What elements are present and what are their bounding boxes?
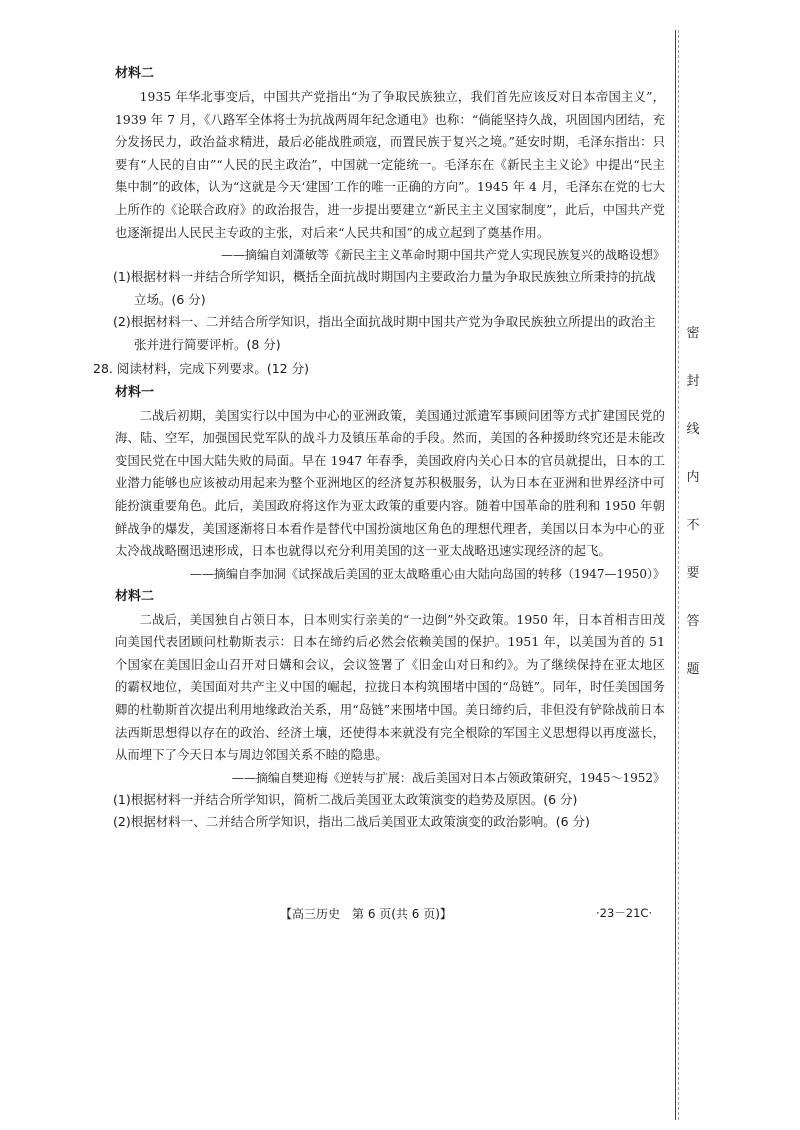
question-28-2: (2)根据材料一、二并结合所学知识，指出二战后美国亚太政策演变的政治影响。(6 分) <box>113 814 590 830</box>
q28-material-1-source: ——摘编自李加洞《试探战后美国的亚太战略重心由大陆向岛国的转移（1947—1950）》 <box>189 566 665 581</box>
seal-char: 答 <box>686 614 700 629</box>
q28-material-2-source: ——摘编自樊迎梅《逆转与扩展：战后美国对日本占领政策研究，1945～1952》 <box>231 770 665 785</box>
material-2-heading: 材料二 <box>115 66 155 81</box>
q28-material-1-heading: 材料一 <box>115 384 155 400</box>
binding-line <box>675 30 676 1120</box>
material-2-source: ——摘编自刘潇敏等《新民主主义革命时期中国共产党人实现民族复兴的战略设想》 <box>220 248 665 263</box>
q28-material-2-paragraph: 二战后，美国独自占领日本，日本则实行亲美的“一边倒”外交政策。1950 年，日本首相吉田茂向美国代表团顾问杜勒斯表示：日本在缔约后必然会依赖美国的保护。1951 年，以美国为首的 51 个国家在美国旧金山召开对日媾和会议，会议签署了《旧金山对日和约》。为了继续保持在亚太地区的霸权地位，美国面对共产主义中国的崛起，拉拢日本构筑围堵中国的“岛链”。同年，时任美国国务卿的杜勒斯首次提出利用地缘政治关系，用“岛链”来围堵中国。美日缔约后，非但没有铲除战前日本法西斯思想得以存在的政治、经济土壤，还使得本来就没有完全根除的军国主义思想得以再度滋长，从而埋下了今天日本与周边邻国关系不睦的隐患。 <box>115 612 665 763</box>
question-28-title: 28. 阅读材料，完成下列要求。(12 分) <box>93 360 309 376</box>
question-27-1: (1)根据材料一并结合所学知识，概括全面抗战时期国内主要政治力量为争取民族独立所秉持的抗战立场。(6 分) <box>113 269 656 307</box>
seal-notice <box>683 322 703 706</box>
page-footer: 【高三历史 第 6 页(共 6 页)】 <box>280 907 452 921</box>
seal-char: 封 <box>686 374 700 389</box>
page-content <box>93 62 665 834</box>
binding-dashed-line <box>678 30 679 1120</box>
seal-char: 内 <box>686 470 700 485</box>
seal-char: 密 <box>686 326 700 341</box>
seal-char: 题 <box>686 662 700 677</box>
question-28-1: (1)根据材料一并结合所学知识，简析二战后美国亚太政策演变的趋势及原因。(6 分) <box>113 791 578 807</box>
q28-material-1-paragraph: 二战后初期，美国实行以中国为中心的亚洲政策，美国通过派遣军事顾问团等方式扩建国民党的海、陆、空军，加强国民党军队的战斗力及镇压革命的手段。然而，美国的各种援助终究还是未能改变国民党在中国大陆失败的局面。早在 1947 年春季，美国政府内关心日本的官员就提出，日本的工业潜力能够也应该被动用起来为整个亚洲地区的经济复苏积极服务，认为日本在亚洲和世界经济中可能扮演重要角色。此后，美国政府将这作为亚太政策的重要内容。随着中国革命的胜利和 1950 年朝鲜战争的爆发，美国逐渐将日本看作是替代中国扮演地区角色的理想代理者，美国以日本为中心的亚太冷战战略圈迅速形成，日本也就得以充分利用美国的这一亚太战略迅速实现经济的起飞。 <box>115 408 665 559</box>
exam-code: ·23－21C· <box>596 906 653 920</box>
material-2-paragraph: 1935 年华北事变后，中国共产党指出“为了争取民族独立，我们首先应该反对日本帝国主义”，1939 年 7 月，《八路军全体将士为抗战两周年纪念通电》也称：“倘能坚持久战，巩固国内团结，充分发扬民力，政治益求精进，最后必能战胜顽寇，而置民族于复兴之境。”延安时期，毛泽东指出：只要有“人民的自由”“人民的民主政治”，中国就一定能统一。毛泽东在《新民主主义论》中提出“民主集中制”的政体，认为“这就是今天‘建国’工作的唯一正确的方向”。1945 年 4 月，毛泽东在党的七大上所作的《论联合政府》的政治报告，进一步提出要建立“新民主主义国家制度”，此后，中国共产党也逐渐提出人民民主专政的主张，对后来“人民共和国”的成立起到了奠基作用。 <box>115 90 665 240</box>
q28-material-2-heading: 材料二 <box>115 588 155 604</box>
seal-char: 线 <box>686 422 700 437</box>
seal-char: 要 <box>686 566 700 581</box>
question-27-2: (2)根据材料一、二并结合所学知识，指出全面抗战时期中国共产党为争取民族独立所提出的政治主张并进行简要评析。(8 分) <box>113 314 656 352</box>
seal-char: 不 <box>686 518 700 533</box>
